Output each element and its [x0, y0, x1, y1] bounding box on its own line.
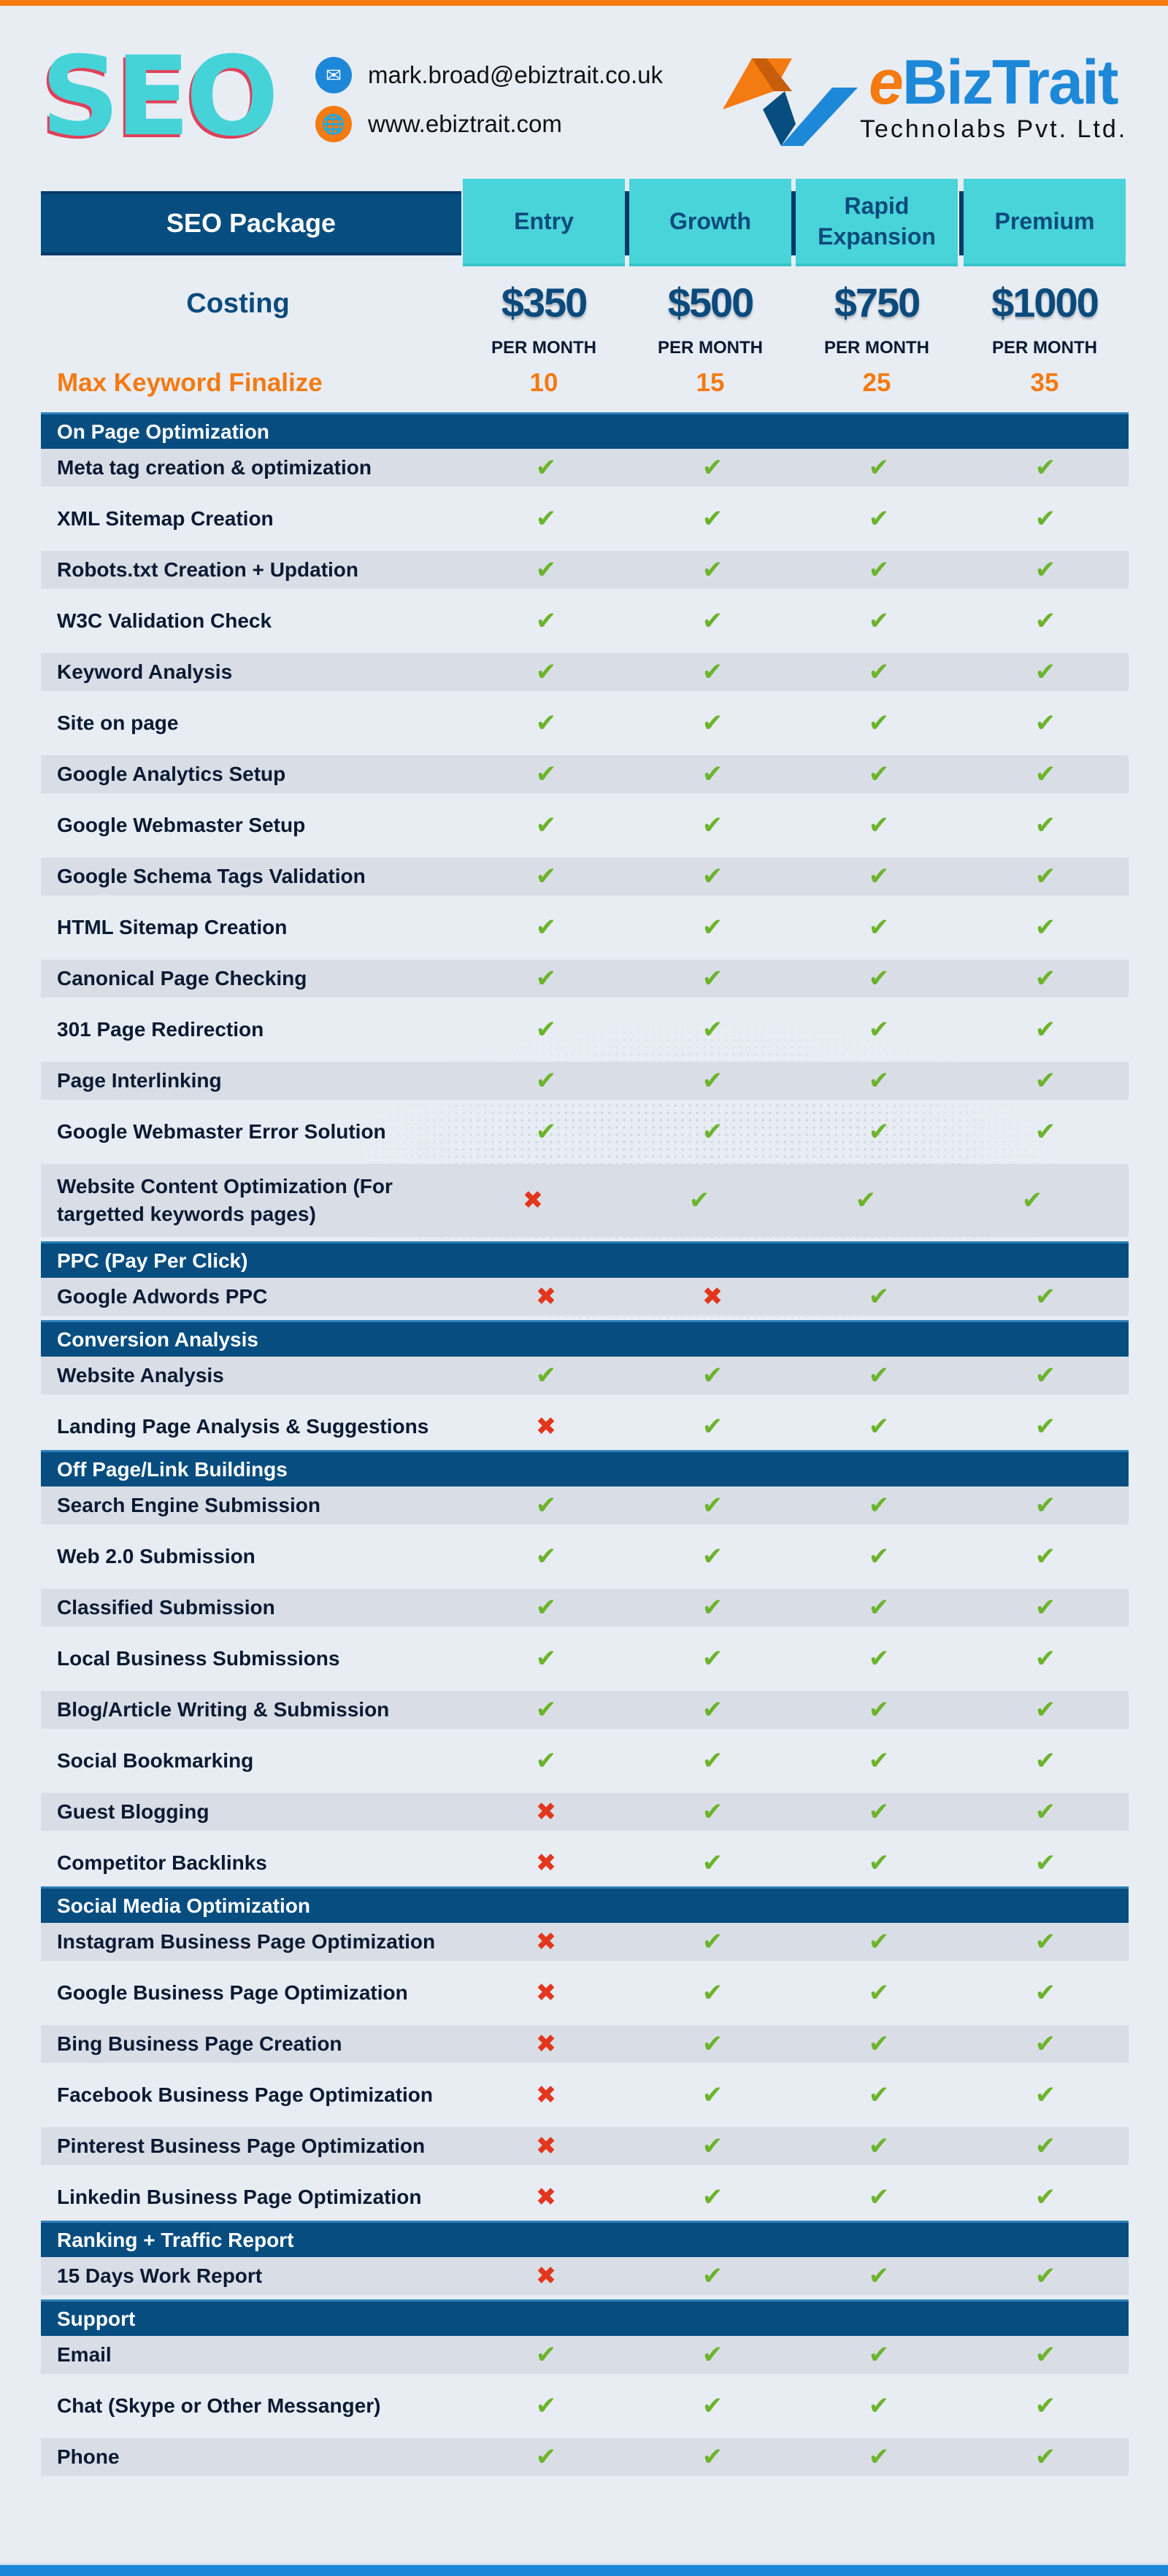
feature-row — [41, 2178, 1129, 2216]
check-icon: ✔ — [535, 1016, 557, 1044]
check-icon: ✔ — [868, 2262, 890, 2290]
feature-label: Email — [57, 2343, 112, 2366]
check-icon: ✔ — [868, 2392, 890, 2420]
check-icon: ✔ — [1034, 1849, 1056, 1877]
plan-header-3: Premium — [964, 179, 1126, 266]
check-icon: ✔ — [868, 709, 890, 737]
check-icon: ✔ — [535, 914, 557, 941]
check-icon: ✔ — [1034, 709, 1056, 737]
plan-divider — [625, 191, 629, 255]
feature-label: W3C Validation Check — [57, 609, 272, 632]
feature-row — [41, 2336, 1129, 2374]
feature-row — [41, 1408, 1129, 1446]
plan-period: PER MONTH — [491, 338, 596, 358]
check-icon: ✔ — [1034, 2081, 1056, 2109]
feature-label: Landing Page Analysis & Suggestions — [57, 1415, 429, 1438]
plan-divider — [791, 191, 796, 255]
feature-label: Meta tag creation & optimization — [57, 456, 372, 479]
feature-label: Web 2.0 Submission — [57, 1545, 256, 1567]
feature-label: Google Business Page Optimization — [57, 1981, 408, 2004]
check-icon: ✔ — [702, 1696, 723, 1724]
check-icon: ✔ — [868, 2443, 890, 2471]
plan-period: PER MONTH — [824, 338, 929, 358]
feature-label: Site on page — [57, 712, 179, 734]
check-icon: ✔ — [1034, 2443, 1056, 2471]
check-icon: ✔ — [1034, 1798, 1056, 1826]
feature-label: HTML Sitemap Creation — [57, 916, 288, 938]
check-icon: ✔ — [868, 965, 890, 992]
check-icon: ✔ — [535, 863, 557, 890]
check-icon: ✔ — [868, 454, 890, 482]
feature-row — [41, 960, 1129, 998]
check-icon: ✔ — [535, 709, 557, 737]
check-icon: ✔ — [1034, 2262, 1056, 2290]
envelope-icon: ✉ — [315, 57, 352, 93]
check-icon: ✔ — [535, 556, 557, 584]
feature-label: Google Adwords PPC — [57, 1285, 268, 1308]
feature-label: Google Schema Tags Validation — [57, 865, 366, 887]
feature-row — [41, 704, 1129, 742]
check-icon: ✔ — [1034, 1016, 1056, 1044]
check-icon: ✔ — [868, 1928, 890, 1956]
check-icon: ✔ — [535, 1118, 557, 1146]
feature-label: Website Analysis — [57, 1364, 224, 1387]
feature-row — [41, 1062, 1129, 1100]
feature-label: Facebook Business Page Optimization — [57, 2083, 434, 2106]
check-icon: ✔ — [868, 658, 890, 686]
check-icon: ✔ — [535, 607, 557, 635]
email-contact[interactable] — [315, 57, 663, 93]
check-icon: ✔ — [1034, 2392, 1056, 2420]
check-icon: ✔ — [1034, 658, 1056, 686]
feature-label: Google Webmaster Error Solution — [57, 1120, 386, 1143]
feature-row — [41, 1742, 1129, 1780]
feature-row — [41, 1589, 1129, 1627]
plan-header-2: Rapid Expansion — [796, 179, 958, 266]
feature-row — [41, 2127, 1129, 2165]
feature-row — [41, 551, 1129, 589]
package-header: SEO Package — [41, 191, 461, 255]
check-icon: ✔ — [702, 2262, 723, 2290]
check-icon: ✔ — [1034, 1747, 1056, 1775]
check-icon: ✔ — [702, 1849, 723, 1877]
top-accent-bar — [0, 0, 1168, 6]
feature-label: Classified Submission — [57, 1596, 275, 1619]
check-icon: ✔ — [1021, 1187, 1043, 1214]
check-icon: ✔ — [702, 2030, 723, 2058]
section-header: PPC (Pay Per Click) — [41, 1241, 1129, 1278]
feature-row — [41, 1011, 1129, 1049]
feature-row — [41, 2025, 1129, 2063]
check-icon: ✔ — [868, 1543, 890, 1570]
feature-row — [41, 806, 1129, 844]
plan-period: PER MONTH — [992, 338, 1097, 358]
brand-subtitle: Technolabs Pvt. Ltd. — [860, 115, 1128, 143]
cross-icon: ✖ — [522, 1187, 544, 1214]
check-icon: ✔ — [702, 965, 723, 992]
check-icon: ✔ — [702, 1118, 723, 1146]
check-icon: ✔ — [702, 454, 723, 482]
feature-label: Guest Blogging — [57, 1800, 210, 1823]
check-icon: ✔ — [1034, 1067, 1056, 1095]
check-icon: ✔ — [1034, 1594, 1056, 1621]
cross-icon: ✖ — [535, 1928, 557, 1956]
website-link[interactable]: www.ebiztrait.com — [368, 110, 562, 137]
feature-label: XML Sitemap Creation — [57, 507, 274, 530]
check-icon: ✔ — [1034, 1118, 1056, 1146]
check-icon: ✔ — [702, 1928, 723, 1956]
feature-label: Blog/Article Writing & Submission — [57, 1698, 390, 1721]
check-icon: ✔ — [535, 1543, 557, 1570]
check-icon: ✔ — [868, 2132, 890, 2160]
feature-row — [41, 653, 1129, 691]
brand-mark-icon — [723, 58, 869, 146]
check-icon: ✔ — [1034, 1283, 1056, 1311]
check-icon: ✔ — [1034, 556, 1056, 584]
section-header: Off Page/Link Buildings — [41, 1450, 1129, 1486]
feature-row — [41, 1923, 1129, 1961]
check-icon: ✔ — [868, 1492, 890, 1519]
check-icon: ✔ — [535, 658, 557, 686]
check-icon: ✔ — [535, 760, 557, 788]
check-icon: ✔ — [868, 607, 890, 635]
check-icon: ✔ — [1034, 2341, 1056, 2369]
feature-label: Linkedin Business Page Optimization — [57, 2186, 422, 2208]
brand-name: eBizTrait — [869, 47, 1118, 117]
feature-row — [41, 2257, 1129, 2295]
check-icon: ✔ — [535, 1645, 557, 1673]
check-icon: ✔ — [702, 1067, 723, 1095]
check-icon: ✔ — [868, 760, 890, 788]
check-icon: ✔ — [702, 607, 723, 635]
check-icon: ✔ — [535, 1362, 557, 1389]
feature-label: Competitor Backlinks — [57, 1851, 267, 1874]
feature-row — [41, 909, 1129, 946]
check-icon: ✔ — [868, 2030, 890, 2058]
feature-label: 301 Page Redirection — [57, 1018, 264, 1041]
brand-logo — [723, 47, 1132, 146]
check-icon: ✔ — [868, 1362, 890, 1389]
check-icon: ✔ — [1034, 1543, 1056, 1570]
check-icon: ✔ — [688, 1187, 710, 1214]
feature-row — [41, 500, 1129, 538]
check-icon: ✔ — [535, 965, 557, 992]
feature-label: Google Webmaster Setup — [57, 814, 306, 836]
cross-icon: ✖ — [535, 2030, 557, 2058]
check-icon: ✔ — [702, 914, 723, 941]
feature-row — [41, 449, 1129, 487]
cross-icon: ✖ — [535, 1798, 557, 1826]
cross-icon: ✖ — [535, 1979, 557, 2007]
feature-row — [41, 2076, 1129, 2114]
feature-row — [41, 1974, 1129, 2012]
feature-row — [41, 1164, 1129, 1237]
check-icon: ✔ — [868, 1594, 890, 1621]
feature-row — [41, 1691, 1129, 1729]
check-icon: ✔ — [702, 1413, 723, 1441]
check-icon: ✔ — [1034, 914, 1056, 941]
plan-period: PER MONTH — [658, 338, 763, 358]
check-icon: ✔ — [702, 2132, 723, 2160]
feature-label: 15 Days Work Report — [57, 2264, 263, 2287]
feature-row — [41, 602, 1129, 640]
check-icon: ✔ — [868, 1747, 890, 1775]
check-icon: ✔ — [868, 811, 890, 839]
check-icon: ✔ — [535, 811, 557, 839]
plan-max-keywords: 35 — [1030, 369, 1059, 397]
check-icon: ✔ — [1034, 505, 1056, 533]
check-icon: ✔ — [1034, 760, 1056, 788]
check-icon: ✔ — [535, 1594, 557, 1621]
plan-max-keywords: 15 — [696, 369, 725, 397]
feature-row — [41, 1278, 1129, 1316]
website-contact[interactable] — [315, 106, 562, 142]
feature-label: Local Business Submissions — [57, 1647, 340, 1670]
section-header: Support — [41, 2299, 1129, 2336]
check-icon: ✔ — [702, 709, 723, 737]
check-icon: ✔ — [702, 1016, 723, 1044]
check-icon: ✔ — [868, 2183, 890, 2211]
check-icon: ✔ — [1034, 1645, 1056, 1673]
feature-label: Canonical Page Checking — [57, 967, 307, 990]
check-icon: ✔ — [1034, 2132, 1056, 2160]
check-icon: ✔ — [868, 1118, 890, 1146]
check-icon: ✔ — [1034, 811, 1056, 839]
plan-max-keywords: 25 — [862, 369, 891, 397]
cross-icon: ✖ — [535, 1283, 557, 1311]
check-icon: ✔ — [702, 2183, 723, 2211]
check-icon: ✔ — [868, 1067, 890, 1095]
check-icon: ✔ — [1034, 2030, 1056, 2058]
feature-row — [41, 1538, 1129, 1576]
cross-icon: ✖ — [535, 1849, 557, 1877]
plan-price: $1000 — [991, 279, 1098, 325]
bottom-accent-bar — [0, 2563, 1168, 2576]
check-icon: ✔ — [868, 1979, 890, 2007]
feature-label: Search Engine Submission — [57, 1494, 320, 1516]
plan-price: $350 — [501, 279, 587, 325]
cross-icon: ✖ — [535, 2262, 557, 2290]
feature-row — [41, 857, 1129, 895]
check-icon: ✔ — [1034, 965, 1056, 992]
check-icon: ✔ — [1034, 1979, 1056, 2007]
max-keyword-label: Max Keyword Finalize — [57, 369, 323, 397]
check-icon: ✔ — [1034, 1696, 1056, 1724]
check-icon: ✔ — [702, 1492, 723, 1519]
feature-row — [41, 1486, 1129, 1524]
check-icon: ✔ — [1034, 2183, 1056, 2211]
check-icon: ✔ — [1034, 454, 1056, 482]
seo-logo: SEO — [41, 34, 275, 161]
check-icon: ✔ — [702, 2341, 723, 2369]
check-icon: ✔ — [1034, 1362, 1056, 1389]
check-icon: ✔ — [535, 1067, 557, 1095]
check-icon: ✔ — [702, 1798, 723, 1826]
plan-header-1: Growth — [629, 179, 791, 266]
cross-icon: ✖ — [535, 1413, 557, 1441]
check-icon: ✔ — [535, 505, 557, 533]
check-icon: ✔ — [535, 1696, 557, 1724]
check-icon: ✔ — [702, 556, 723, 584]
feature-row — [41, 2387, 1129, 2425]
check-icon: ✔ — [868, 1016, 890, 1044]
check-icon: ✔ — [868, 2341, 890, 2369]
check-icon: ✔ — [535, 2341, 557, 2369]
check-icon: ✔ — [535, 2392, 557, 2420]
feature-label: Chat (Skype or Other Messanger) — [57, 2394, 381, 2417]
globe-icon: 🌐 — [315, 106, 352, 142]
cross-icon: ✖ — [702, 1283, 723, 1311]
check-icon: ✔ — [535, 454, 557, 482]
check-icon: ✔ — [535, 1747, 557, 1775]
check-icon: ✔ — [1034, 1928, 1056, 1956]
check-icon: ✔ — [702, 1594, 723, 1621]
check-icon: ✔ — [1034, 607, 1056, 635]
check-icon: ✔ — [855, 1187, 877, 1214]
feature-label: Keyword Analysis — [57, 660, 233, 683]
cross-icon: ✖ — [535, 2132, 557, 2160]
plan-max-keywords: 10 — [529, 369, 558, 397]
feature-row — [41, 2438, 1129, 2476]
section-header: On Page Optimization — [41, 412, 1129, 449]
check-icon: ✔ — [1034, 863, 1056, 890]
check-icon: ✔ — [868, 1696, 890, 1724]
check-icon: ✔ — [868, 1283, 890, 1311]
feature-row — [41, 1357, 1129, 1395]
check-icon: ✔ — [868, 1798, 890, 1826]
feature-label: Pinterest Business Page Optimization — [57, 2135, 426, 2157]
check-icon: ✔ — [702, 658, 723, 686]
cross-icon: ✖ — [535, 2081, 557, 2109]
feature-row — [41, 755, 1129, 793]
feature-label: Social Bookmarking — [57, 1749, 254, 1772]
check-icon: ✔ — [702, 1979, 723, 2007]
feature-row — [41, 1113, 1129, 1151]
feature-label: Instagram Business Page Optimization — [57, 1930, 436, 1953]
check-icon: ✔ — [535, 2443, 557, 2471]
feature-label: Robots.txt Creation + Updation — [57, 558, 358, 581]
check-icon: ✔ — [868, 863, 890, 890]
check-icon: ✔ — [702, 863, 723, 890]
feature-label: Bing Business Page Creation — [57, 2032, 342, 2055]
check-icon: ✔ — [868, 914, 890, 941]
section-header: Ranking + Traffic Report — [41, 2221, 1129, 2257]
feature-row — [41, 1844, 1129, 1882]
plan-header-0: Entry — [463, 179, 625, 266]
check-icon: ✔ — [702, 505, 723, 533]
section-header: Conversion Analysis — [41, 1320, 1129, 1357]
cross-icon: ✖ — [535, 2183, 557, 2211]
feature-label: Page Interlinking — [57, 1069, 222, 1092]
check-icon: ✔ — [868, 505, 890, 533]
section-header: Social Media Optimization — [41, 1886, 1129, 1923]
feature-row — [41, 1640, 1129, 1678]
check-icon: ✔ — [702, 760, 723, 788]
check-icon: ✔ — [868, 1849, 890, 1877]
plan-price: $500 — [667, 279, 753, 325]
check-icon: ✔ — [702, 2081, 723, 2109]
check-icon: ✔ — [702, 811, 723, 839]
check-icon: ✔ — [868, 2081, 890, 2109]
check-icon: ✔ — [868, 1645, 890, 1673]
feature-label: Google Analytics Setup — [57, 763, 286, 785]
check-icon: ✔ — [1034, 1413, 1056, 1441]
plan-divider — [959, 191, 964, 255]
email-link[interactable]: mark.broad@ebiztrait.co.uk — [368, 61, 663, 88]
feature-row — [41, 1793, 1129, 1831]
feature-label: Phone — [57, 2445, 120, 2468]
feature-label: Website Content Optimization (For targetted keywords pages) — [57, 1175, 393, 1225]
check-icon: ✔ — [702, 1747, 723, 1775]
check-icon: ✔ — [702, 1543, 723, 1570]
plan-price: $750 — [834, 279, 920, 325]
check-icon: ✔ — [535, 1492, 557, 1519]
check-icon: ✔ — [702, 1645, 723, 1673]
check-icon: ✔ — [702, 2443, 723, 2471]
check-icon: ✔ — [702, 2392, 723, 2420]
check-icon: ✔ — [1034, 1492, 1056, 1519]
check-icon: ✔ — [702, 1362, 723, 1389]
check-icon: ✔ — [868, 1413, 890, 1441]
check-icon: ✔ — [868, 556, 890, 584]
costing-label: Costing — [186, 288, 290, 319]
